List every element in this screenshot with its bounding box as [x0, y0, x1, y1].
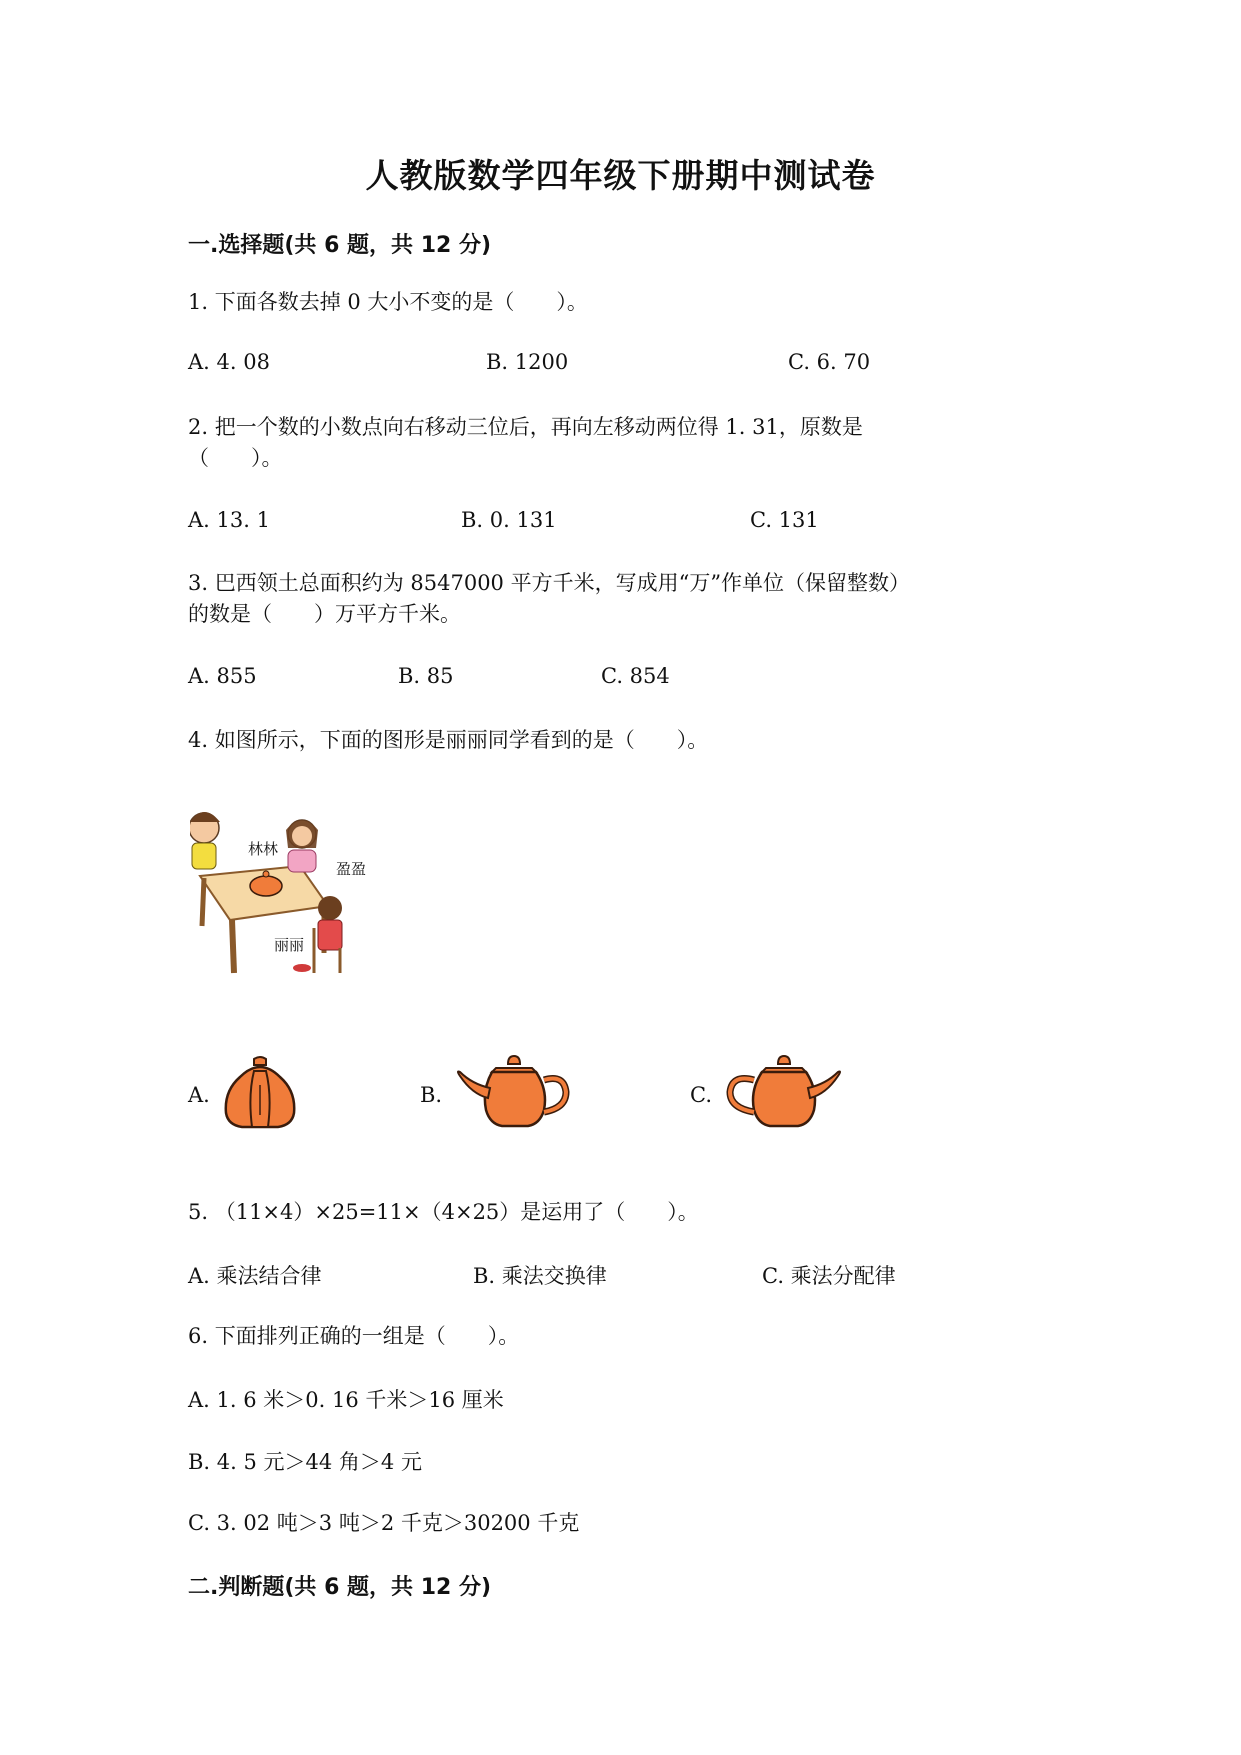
section-heading-choice: 一.选择题(共 6 题，共 12 分): [188, 233, 492, 258]
q6-option-c: C. 3. 02 吨＞3 吨＞2 千克＞30200 千克: [188, 1511, 580, 1535]
q5-option-b: B. 乘法交换律: [473, 1264, 607, 1288]
q4-option-b-label: B.: [420, 1083, 443, 1107]
scene-label-linlin: 林林: [248, 840, 279, 858]
q2-option-a: A. 13. 1: [188, 508, 270, 532]
question-6: 6. 下面排列正确的一组是（ ）。: [188, 1324, 520, 1348]
page-title: 人教版数学四年级下册期中测试卷: [365, 156, 876, 195]
question-4: 4. 如图所示，下面的图形是丽丽同学看到的是（ ）。: [188, 728, 709, 752]
q6-option-a: A. 1. 6 米＞0. 16 千米＞16 厘米: [188, 1388, 504, 1412]
q1-option-a: A. 4. 08: [188, 350, 270, 374]
q2-option-c: C. 131: [750, 508, 819, 532]
question-1: 1. 下面各数去掉 0 大小不变的是（ ）。: [188, 290, 588, 314]
table-scene-illustration: [190, 808, 390, 983]
question-2-line-2: （ ）。: [188, 446, 283, 470]
scene-label-lili: 丽丽: [274, 936, 305, 954]
section-heading-judgment: 二.判断题(共 6 题，共 12 分): [188, 1575, 492, 1600]
q4-option-a-label: A.: [188, 1083, 210, 1107]
q1-option-b: B. 1200: [486, 350, 569, 374]
q5-option-a: A. 乘法结合律: [188, 1264, 322, 1288]
q4-option-a-teapot-back-icon: [218, 1055, 302, 1133]
table-scene-drawing: [190, 808, 390, 983]
question-2-line-1: 2. 把一个数的小数点向右移动三位后，再向左移动两位得 1. 31，原数是: [188, 415, 863, 439]
question-5: 5. （11×4）×25=11×（4×25）是运用了（ ）。: [188, 1200, 699, 1224]
q1-option-c: C. 6. 70: [788, 350, 871, 374]
q2-option-b: B. 0. 131: [461, 508, 557, 532]
q4-option-b-teapot-spout-left-icon: [452, 1050, 576, 1134]
q4-option-c-label: C.: [690, 1083, 712, 1107]
q5-option-c: C. 乘法分配律: [762, 1264, 896, 1288]
scene-label-yingying: 盈盈: [336, 860, 367, 878]
q3-option-c: C. 854: [601, 664, 670, 688]
question-3-line-2: 的数是（ ）万平方千米。: [188, 602, 461, 626]
q4-option-c-teapot-spout-right-icon: [722, 1050, 846, 1134]
q3-option-a: A. 855: [188, 664, 257, 688]
q6-option-b: B. 4. 5 元＞44 角＞4 元: [188, 1450, 422, 1474]
question-3-line-1: 3. 巴西领土总面积约为 8547000 平方千米，写成用“万”作单位（保留整数）: [188, 571, 911, 595]
q3-option-b: B. 85: [398, 664, 454, 688]
